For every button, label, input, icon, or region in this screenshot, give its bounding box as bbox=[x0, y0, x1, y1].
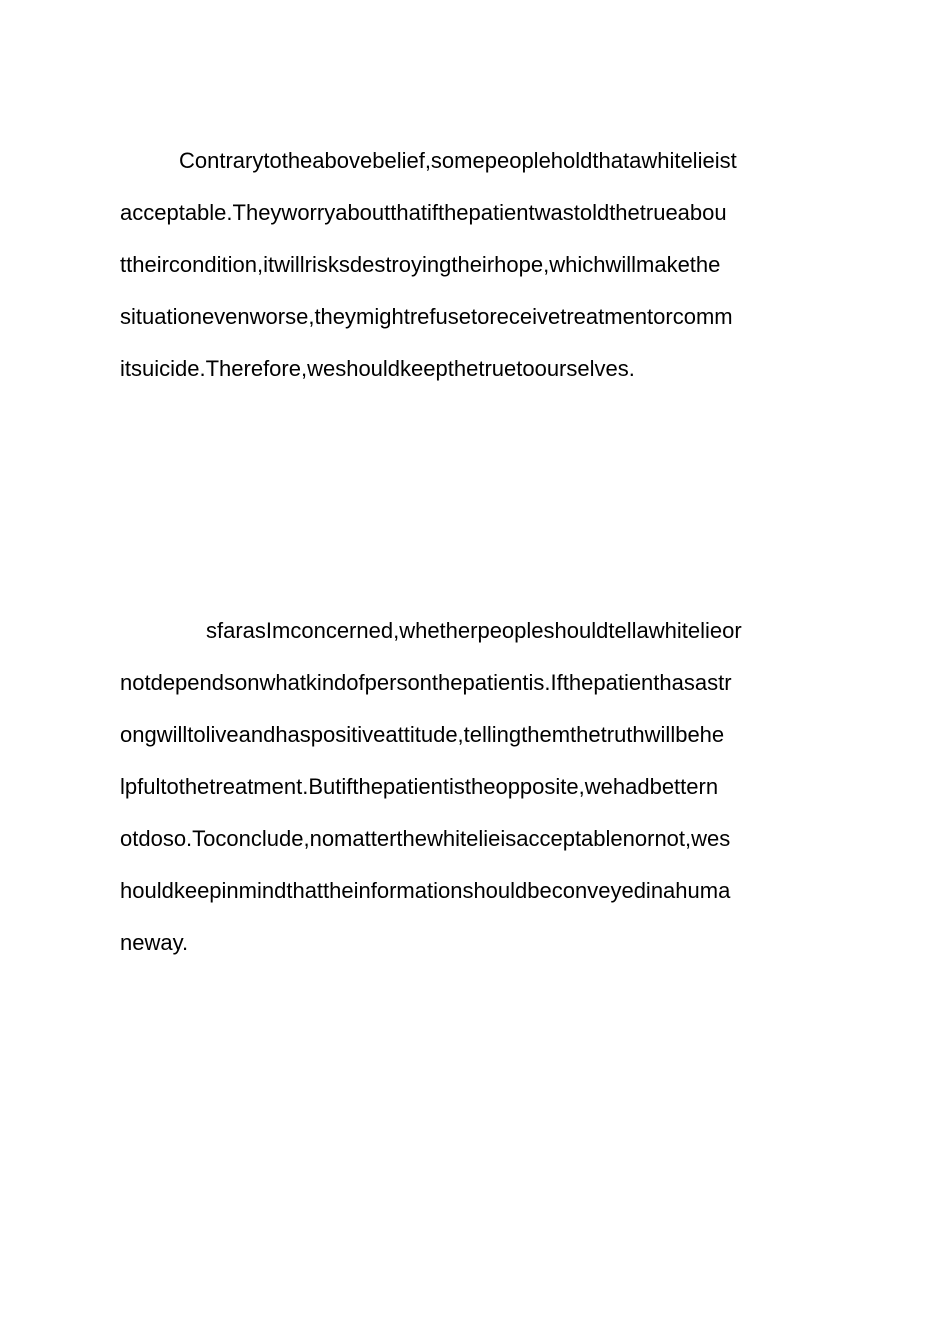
paragraph-line: notdependsonwhatkindofpersonthepatientis.Ifthepatienthasastr bbox=[120, 670, 732, 695]
paragraph-counterargument bbox=[120, 148, 840, 408]
paragraph-line: ongwilltoliveandhaspositiveattitude,tellingthemthetruthwillbehe bbox=[120, 722, 725, 747]
paragraph-line: lpfultothetreatment.Butifthepatientistheopposite,wehadbettern bbox=[120, 774, 719, 799]
paragraph-line: situationevenworse,theymightrefusetoreceivetreatmentorcomm bbox=[120, 304, 733, 329]
paragraph-line: houldkeepinmindthattheinformationshouldbeconveyedinahuma bbox=[120, 878, 731, 903]
paragraph-line: sfarasImconcerned,whetherpeopleshouldtellawhitelieor bbox=[206, 618, 742, 643]
paragraph-line: otdoso.Toconclude,nomatterthewhitelieisacceptablenornot,wes bbox=[120, 826, 731, 851]
paragraph-line: Contrarytotheabovebelief,somepeopleholdthatawhitelieist bbox=[179, 148, 737, 173]
paragraph-line: ttheircondition,itwillrisksdestroyingtheirhope,whichwillmakethe bbox=[120, 252, 721, 277]
paragraph-conclusion bbox=[120, 618, 840, 982]
paragraph-line: itsuicide.Therefore,weshouldkeepthetruetoourselves. bbox=[120, 356, 635, 381]
paragraph-line: neway. bbox=[120, 930, 189, 955]
paragraph-line: acceptable.Theyworryaboutthatifthepatientwastoldthetrueabou bbox=[120, 200, 727, 225]
